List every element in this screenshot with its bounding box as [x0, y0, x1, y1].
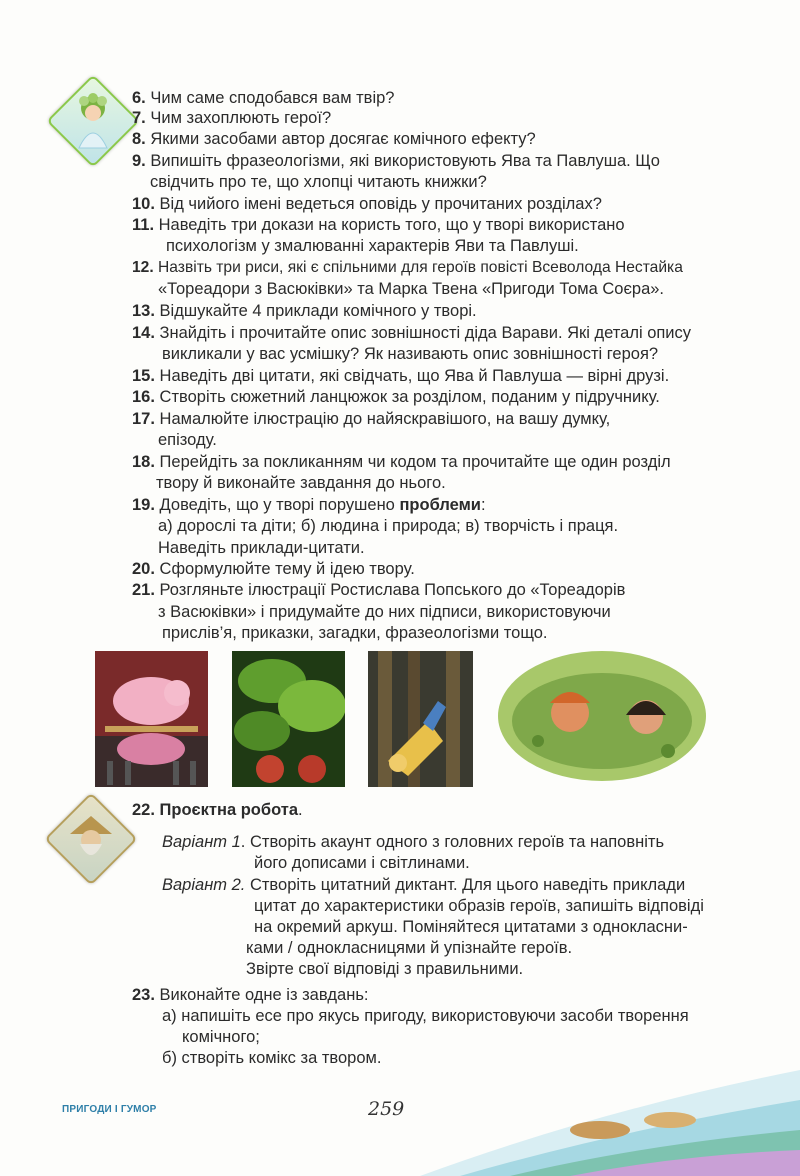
variant-2-line-1: Варіант 2. Створіть цитатний диктант. Для цього наведіть приклади: [162, 876, 686, 894]
question-14: 14. Знайдіть і прочитайте опис зовнішності діда Варави. Які деталі опису: [132, 324, 692, 342]
question-6: 6. Чим саме сподобався вам твір?: [132, 89, 395, 107]
illustration-pig: [95, 651, 208, 787]
variant-2-line-5: Звірте свої відповіді з правильними.: [246, 960, 524, 978]
question-19-cont: Наведіть приклади-цитати.: [158, 539, 365, 557]
task-23-option-a: а) напишіть есе про якусь пригоду, використовуючи засоби творення: [162, 1007, 689, 1025]
question-18-cont: твору й виконайте завдання до нього.: [156, 474, 446, 492]
question-19-options: а) дорослі та діти; б) людина і природа; в) творчість і праця.: [158, 517, 619, 535]
question-21-cont2: прислів’я, приказки, загадки, фразеологізми тощо.: [162, 624, 548, 642]
question-20: 20. Сформулюйте тему й ідею твору.: [132, 560, 415, 578]
question-12: 12. Назвіть три риси, які є спільними для героїв повісті Всеволода Нестайка: [132, 259, 683, 276]
question-10: 10. Від чийого імені ведеться оповідь у прочитаних розділах?: [132, 195, 602, 213]
question-9-cont: свідчить про те, що хлопці читають книжки?: [150, 173, 487, 191]
page-number: 259: [368, 1098, 405, 1120]
task-23-option-b: б) створіть комікс за твором.: [162, 1049, 382, 1067]
project-title: 22. Проєктна робота.: [132, 801, 303, 819]
question-12-cont: «Тореадори з Васюківки» та Марка Твена «Пригоди Тома Соєра».: [158, 280, 665, 298]
question-8: 8. Якими засобами автор досягає комічного ефекту?: [132, 130, 536, 148]
old-man-character-icon: [62, 806, 120, 870]
variant-2-line-3: на окремий аркуш. Поміняйтеся цитатами з однокласни-: [254, 918, 688, 936]
illustration-falling-boy: [368, 651, 473, 787]
question-18: 18. Перейдіть за покликанням чи кодом та прочитайте ще один розділ: [132, 453, 671, 471]
variant-1-line-1: Варіант 1. Створіть акаунт одного з головних героїв та наповніть: [162, 833, 665, 851]
question-13: 13. Відшукайте 4 приклади комічного у творі.: [132, 302, 477, 320]
variant-2-line-2: цитат до характеристики образів героїв, запишіть відповіді: [254, 897, 704, 915]
variant-2-line-4: ками / однокласницями й упізнайте героїв.: [246, 939, 573, 957]
illustration-swimming-boys: [498, 651, 706, 781]
task-23-option-a-cont: комічного;: [182, 1028, 260, 1046]
footer-decoration: [420, 1050, 800, 1176]
section-label: ПРИГОДИ І ГУМОР: [62, 1104, 157, 1115]
question-16: 16. Створіть сюжетний ланцюжок за розділом, поданим у підручнику.: [132, 388, 660, 406]
question-15: 15. Наведіть дві цитати, які свідчать, що Ява й Павлуша — вірні друзі.: [132, 367, 670, 385]
question-21: 21. Розгляньте ілюстрації Ростислава Попського до «Тореадорів: [132, 581, 626, 599]
question-11: 11. Наведіть три докази на користь того, що у творі використано: [132, 216, 625, 234]
question-21-cont1: з Васюківки» і придумайте до них підписи, використовуючи: [158, 603, 611, 621]
question-17-cont: епізоду.: [158, 431, 217, 449]
variant-1-line-2: його дописами і світлинами.: [254, 854, 470, 872]
question-17: 17. Намалюйте ілюстрацію до найяскравішого, на вашу думку,: [132, 410, 611, 428]
girl-character-icon: [64, 88, 122, 158]
question-9: 9. Випишіть фразеологізми, які використовують Ява та Павлуша. Що: [132, 152, 660, 170]
question-19: 19. Доведіть, що у творі порушено проблеми:: [132, 496, 486, 514]
question-14-cont: викликали у вас усмішку? Як називають опис зовнішності героя?: [162, 345, 659, 363]
illustration-leaves: [232, 651, 345, 787]
task-23-title: 23. Виконайте одне із завдань:: [132, 986, 369, 1004]
question-11-cont: психологізм у змалюванні характерів Яви та Павлуші.: [166, 237, 579, 255]
question-7: 7. Чим захоплюють герої?: [132, 109, 332, 127]
